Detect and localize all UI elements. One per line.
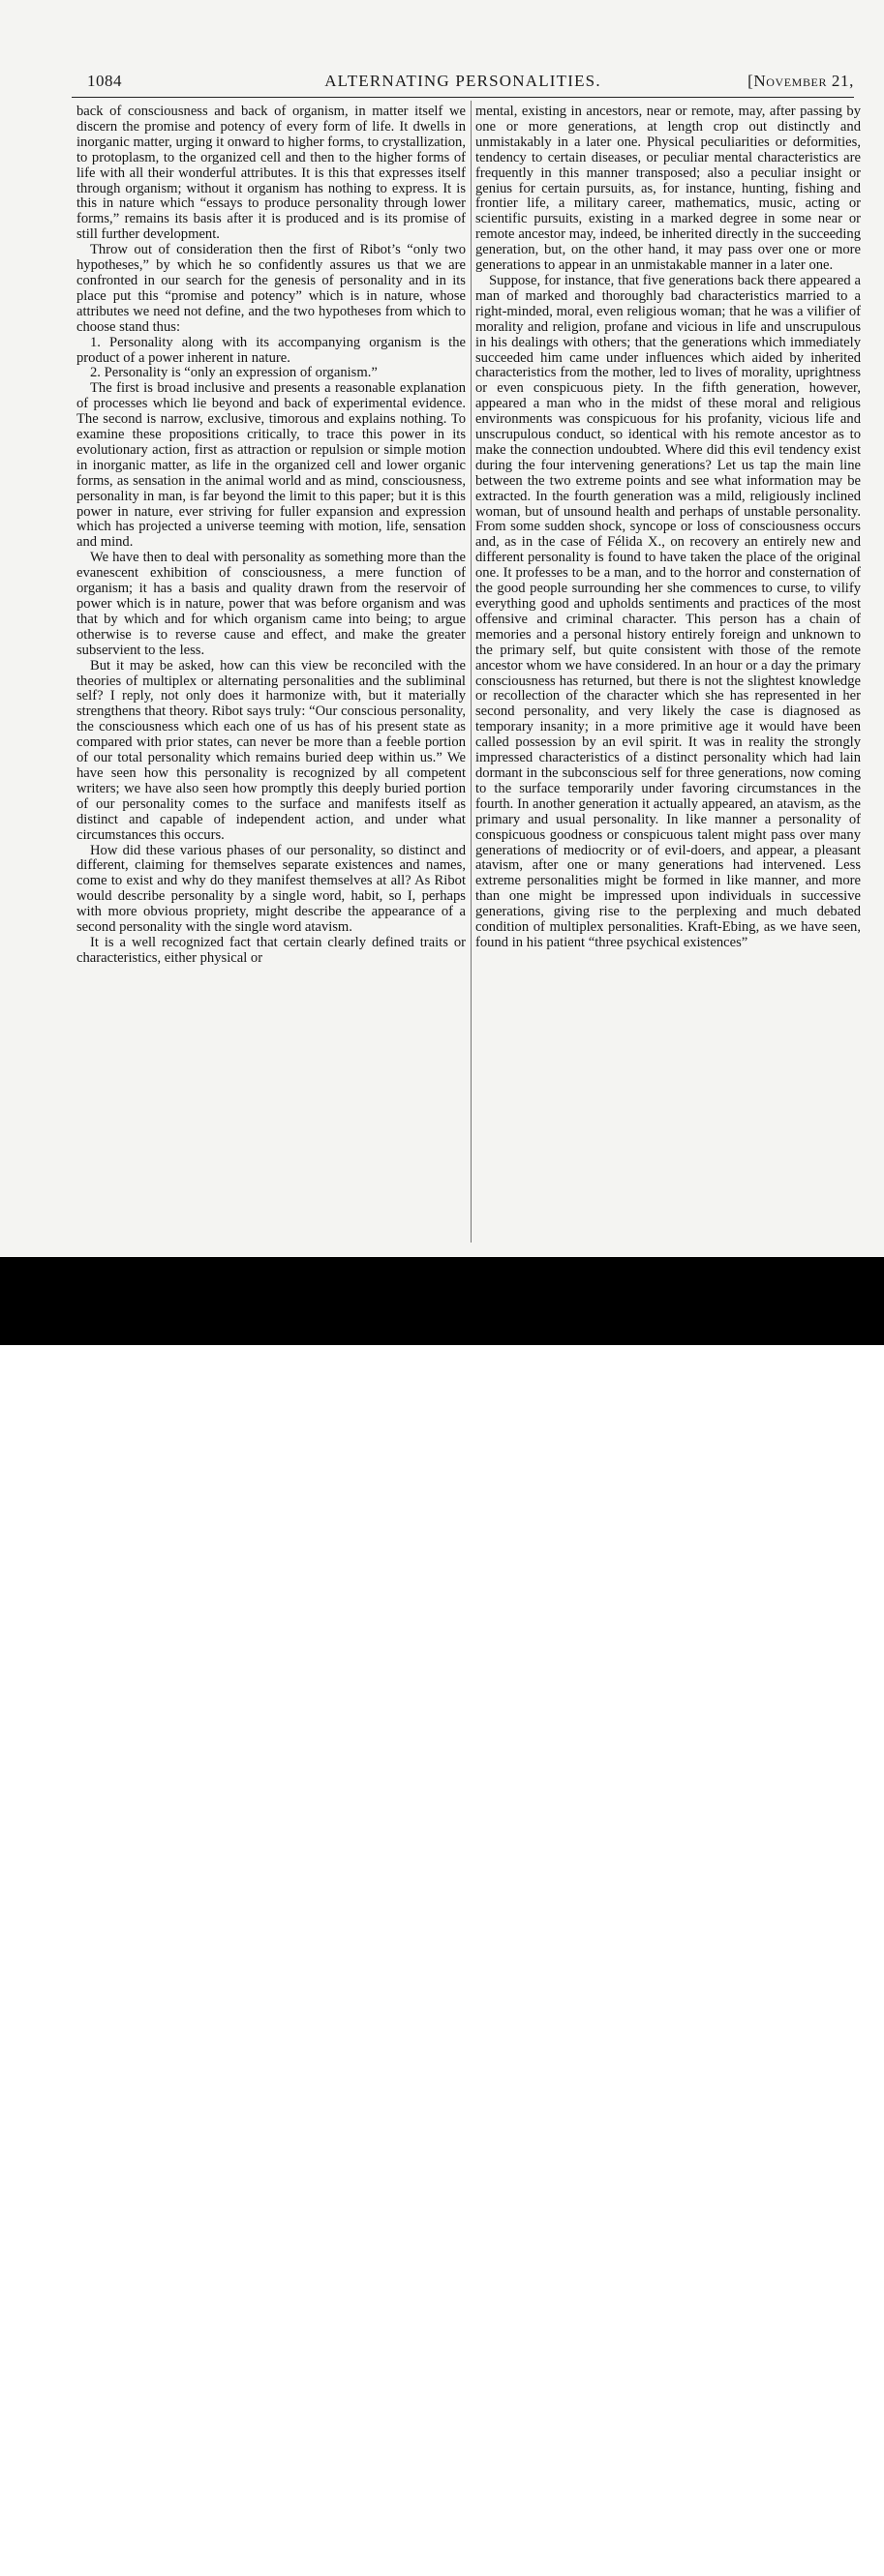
page-number: 1084 — [87, 72, 122, 90]
numbered-item: 1. Personality along with its accompanying organism is the product of a power inherent in nature. — [76, 334, 466, 366]
paragraph: The first is broad inclusive and presents a reasonable explanation of processes which lie beyond and back of experimental evidence. The second is narrow, exclusive, timorous and explains nothing. To examine these propositions critically, to trace this power in its evolutionary action, first as attraction or repulsion or simple motion in inorganic matter, as life in the organized cell and lower organic forms, as sensation in the animal world and as mind, consciousness, personality in man, is far beyond the limit to this paper; but it is this power in nature, ever striving for fuller expansion and expression which has projected a universe teeming with motion, life, sensation and mind. — [76, 380, 466, 551]
numbered-item: 2. Personality is “only an expression of organism.” — [90, 365, 378, 381]
column-divider — [471, 101, 472, 1243]
alamy-logo: alamy — [35, 2525, 174, 2574]
running-title: ALTERNATING PERSONALITIES. — [324, 72, 601, 90]
running-header — [72, 72, 854, 97]
paragraph: back of consciousness and back of organism, in matter itself we discern the promise and potency of every form of life. It dwells in inorganic matter, urging it onward to higher forms, to crystallization, to protoplasm, to the organized cell and then to the higher forms of life with all their wonderful attributes. It is this that expresses itself through organism; without it organism has nothing to express. It is this in nature which “essays to produce personality through lower forms,” remains its basis after it is produced and is its promise of still further development. — [76, 104, 466, 243]
paragraph: We have then to deal with personality as something more than the evanescent exhibition of consciousness, a mere function of organism; it has a basis and quality drawn from the reservoir of power which is in nature, power that was before organism and was that by which and for which organism came into being; to argue otherwise is to reverse cause and effect, and make the greater subservient to the less. — [76, 550, 466, 658]
paragraph: It is a well recognized fact that certain clearly defined traits or characteristics, either physical or — [76, 934, 466, 966]
paragraph: How did these various phases of our personality, so distinct and different, claiming for themselves separate existences and names, come to exist and why do they manifest themselves at all? As Ribot would describe personality by a single word, habit, so I, perhaps with more obvious propriety, might describe the appearance of a second personality with the single word atavism. — [76, 842, 466, 936]
paragraph: mental, existing in ancestors, near or remote, may, after passing by one or more generations, at length crop out distinctly and unmistakably in a later one. Physical peculiarities or deformities, tendency to certain diseases, or peculiar mental characteristics are frequently in this manner transposed; also a peculiar insight or genius for certain pursuits, as, for instance, hunting, fishing and frontier life, a military career, mathematics, music, acting or scientific pursuits, existing in a marked degree in some near or remote ancestor may, indeed, be inherited directly in the succeeding generation, but, on the other hand, it may pass over one or more generations to appear in an unmistakable manner in a later one. — [475, 104, 861, 274]
paragraph: Throw out of consideration then the first of Ribot’s “only two hypotheses,” by which he so confidently assures us that we are confronted in our search for the genesis of personality and in its place put this “promise and potency” which is in nature, whose attributes we need not define, and the two hypotheses from which to choose stand thus: — [76, 242, 466, 335]
paragraph: But it may be asked, how can this view be reconciled with the theories of multiplex or alternating personalities and the subliminal self? I reply, not only does it harmonize with, but it materially strengthens that theory. Ribot says truly: “Our conscious personality, the consciousness which each one of us has of his present state as compared with prior states, can never be more than a feeble portion of our total personality which remains buried deep within us.” We have seen how this personality is recognized by all competent writers; we have also seen how promptly this deeply buried portion of our personality comes to the surface and manifests itself as distinct and capable of independent action, and under what circumstances this occurs. — [76, 657, 466, 843]
issue-date: [November 21, — [747, 72, 854, 90]
scanned-page — [0, 0, 884, 1257]
watermark-bar — [0, 1257, 884, 2576]
image-id: 3AR5181 — [761, 2532, 836, 2551]
left-column — [76, 105, 466, 967]
paragraph: Suppose, for instance, that five generations back there appeared a man of marked and thoroughly bad characteristics married to a right-minded, moral, even religious woman; that he was a vilifier of morality and religion, profane and vicious in life and unscrupulous in his dealings with others; that the generations which immediately succeeded him came under influences which aided by inherited characteristics from the mother, led to lives of morality, uprightness or even conspicuous piety. In the fifth generation, however, appeared a man who in the midst of these moral and religious environments was conspicuous for his profanity, vicious life and unscrupulous conduct, so identical with his remote ancestor as to make the connection undoubted. Where did this evil tendency exist during the four intervening generations? Let us tap the main line between the two extreme points and see what information may be extracted. In the fourth generation was a mild, religiously inclined woman, but of unsound health and perhaps of unstable personality. From some sudden shock, syncope or loss of consciousness occurs and, as in the case of Félida X., on recovery an entirely new and different personality is found to have taken the place of the original one. It professes to be a man, and to the horror and consternation of the good people surrounding her she commences to curse, to vilify everything good and upholds sentiments and practices of the most offensive and criminal character. This person has a chain of memories and a personal history entirely foreign and unknown to the primary self, but quite consistent with those of the remote ancestor whom we have considered. In an hour or a day the primary consciousness has returned, but there is not the slightest knowledge or recollection of the character which she has represented in her second personality, and very likely the case is diagnosed as temporary insanity; in a more primitive age it would have been called possession by an evil spirit. It was in reality the strongly impressed characteristics of a distinct personality which had lain dormant in the subconscious self for three generations, now coming to the surface temporarily under favoring circumstances in the fourth. In another generation it actually appeared, an atavism, as the primary and usual personality. In like manner a personality of conspicuous goodness or conspicuous talent might pass over many generations of mediocrity or of evil-doers, and appear, a pleasant atavism, after one or many generations had intervened. Less extreme personalities might be formed in like manner, and more than one might be impressed upon individuals in successive generations, giving rise to the perplexing and much debated condition of multiplex personalities. Kraft-Ebing, as we have seen, found in his patient “three psychical existences” — [475, 272, 861, 950]
header-rule — [72, 97, 854, 98]
right-column — [475, 105, 861, 951]
site-url: www.alamy.com — [707, 2558, 836, 2576]
